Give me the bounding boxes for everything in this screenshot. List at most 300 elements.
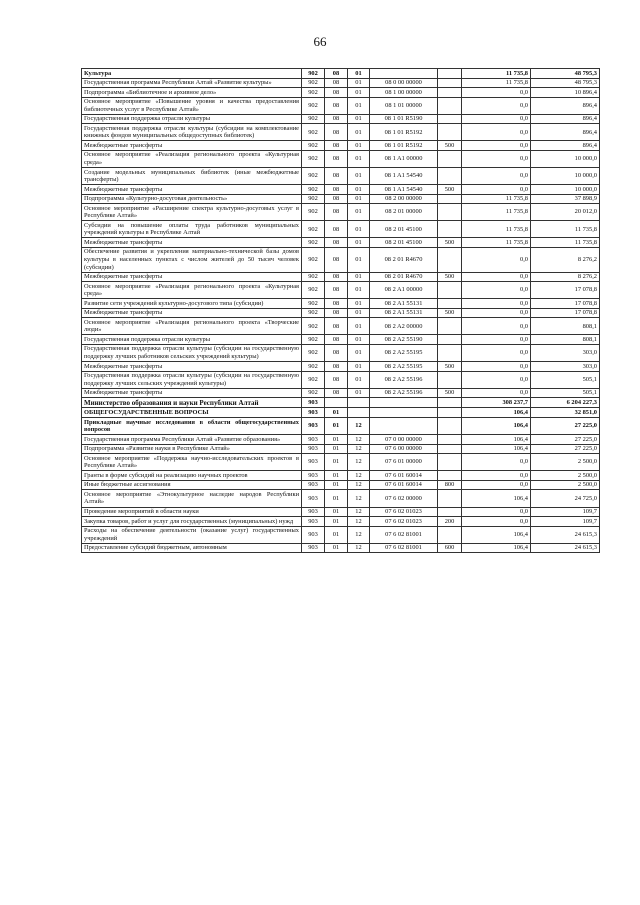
table-row bbox=[82, 124, 600, 141]
expense-name-cell: Расходы на обеспечение деятельности (оказание услуг) государственных учреждений bbox=[82, 526, 302, 543]
amount-1-cell: 0,0 bbox=[462, 471, 531, 481]
amount-1-cell: 106,4 bbox=[462, 526, 531, 543]
expense-type-cell: 600 bbox=[438, 543, 462, 553]
expense-type-cell: 500 bbox=[438, 185, 462, 195]
target-article-cell: 08 2 A2 00000 bbox=[370, 318, 438, 335]
target-article-cell: 07 6 02 01023 bbox=[370, 517, 438, 527]
table-row bbox=[82, 114, 600, 124]
expense-name-cell: Межбюджетные трансферты bbox=[82, 272, 302, 282]
expense-name-cell: Подпрограмма «Библиотечное и архивное дело» bbox=[82, 88, 302, 98]
table-body bbox=[82, 69, 600, 553]
table-row bbox=[82, 238, 600, 248]
ministry-code-cell: 902 bbox=[302, 247, 325, 272]
amount-1-cell: 11 735,8 bbox=[462, 238, 531, 248]
subsection-code-cell: 01 bbox=[348, 78, 370, 88]
target-article-cell: 08 2 A2 55196 bbox=[370, 388, 438, 398]
ministry-code-cell: 903 bbox=[302, 480, 325, 490]
section-code-cell: 08 bbox=[325, 282, 348, 299]
ministry-code-cell: 902 bbox=[302, 78, 325, 88]
subsection-code-cell: 01 bbox=[348, 238, 370, 248]
target-article-cell: 07 6 02 81001 bbox=[370, 526, 438, 543]
table-row bbox=[82, 344, 600, 361]
section-code-cell: 08 bbox=[325, 141, 348, 151]
ministry-code-cell: 902 bbox=[302, 194, 325, 204]
expense-name-cell: Иные бюджетные ассигнования bbox=[82, 480, 302, 490]
amount-1-cell: 11 735,8 bbox=[462, 204, 531, 221]
expense-type-cell: 800 bbox=[438, 480, 462, 490]
target-article-cell: 07 6 02 81001 bbox=[370, 543, 438, 553]
table-row bbox=[82, 454, 600, 471]
expense-name-cell: Государственная программа Республики Алтай «Развитие культуры» bbox=[82, 78, 302, 88]
subsection-code-cell: 12 bbox=[348, 454, 370, 471]
table-row bbox=[82, 150, 600, 167]
expense-type-cell: 500 bbox=[438, 308, 462, 318]
table-row bbox=[82, 204, 600, 221]
expense-name-cell: Развитие сети учреждений культурно-досугового типа (субсидии) bbox=[82, 299, 302, 309]
subsection-code-cell bbox=[348, 398, 370, 408]
amount-2-cell: 24 615,3 bbox=[531, 526, 600, 543]
subsection-code-cell: 01 bbox=[348, 344, 370, 361]
target-article-cell: 08 2 01 45100 bbox=[370, 221, 438, 238]
section-code-cell: 01 bbox=[325, 454, 348, 471]
subsection-code-cell: 12 bbox=[348, 480, 370, 490]
section-code-cell: 08 bbox=[325, 185, 348, 195]
ministry-code-cell: 902 bbox=[302, 282, 325, 299]
target-article-cell: 07 0 00 00000 bbox=[370, 435, 438, 445]
table-row bbox=[82, 221, 600, 238]
subsection-code-cell: 12 bbox=[348, 543, 370, 553]
subsection-code-cell: 01 bbox=[348, 272, 370, 282]
expense-name-cell: Создание модельных муниципальных библиотек (иные межбюджетные трансферты) bbox=[82, 168, 302, 185]
section-code-cell: 08 bbox=[325, 194, 348, 204]
amount-1-cell: 308 237,7 bbox=[462, 398, 531, 408]
expense-type-cell bbox=[438, 344, 462, 361]
expense-name-cell: Основное мероприятие «Реализация регионального проекта «Творческие люди» bbox=[82, 318, 302, 335]
table-row bbox=[82, 362, 600, 372]
amount-1-cell: 0,0 bbox=[462, 308, 531, 318]
expense-name-cell: Предоставление субсидий бюджетным, автономным bbox=[82, 543, 302, 553]
amount-2-cell: 32 851,0 bbox=[531, 408, 600, 418]
expense-type-cell bbox=[438, 247, 462, 272]
target-article-cell: 08 2 A2 55190 bbox=[370, 335, 438, 345]
amount-2-cell: 808,1 bbox=[531, 318, 600, 335]
target-article-cell: 07 6 01 60014 bbox=[370, 471, 438, 481]
subsection-code-cell: 12 bbox=[348, 517, 370, 527]
amount-1-cell: 0,0 bbox=[462, 480, 531, 490]
table-row bbox=[82, 335, 600, 345]
table-row bbox=[82, 517, 600, 527]
expense-type-cell bbox=[438, 221, 462, 238]
expense-type-cell bbox=[438, 444, 462, 454]
table-row bbox=[82, 526, 600, 543]
section-code-cell: 01 bbox=[325, 480, 348, 490]
section-code-cell: 08 bbox=[325, 272, 348, 282]
subsection-code-cell: 01 bbox=[348, 114, 370, 124]
table-row bbox=[82, 272, 600, 282]
budget-table bbox=[81, 68, 600, 553]
expense-name-cell: Государственная поддержка отрасли культуры (субсидии на государственную поддержку лучших работников сельских учреждений культуры) bbox=[82, 344, 302, 361]
ministry-code-cell: 902 bbox=[302, 141, 325, 151]
ministry-code-cell: 902 bbox=[302, 114, 325, 124]
expense-name-cell: Межбюджетные трансферты bbox=[82, 362, 302, 372]
expense-name-cell: Субсидии на повышение оплаты труда работников муниципальных учреждений культуры в Республике Алтай bbox=[82, 221, 302, 238]
table-row bbox=[82, 308, 600, 318]
ministry-code-cell: 902 bbox=[302, 185, 325, 195]
ministry-code-cell: 902 bbox=[302, 69, 325, 79]
expense-name-cell: Закупка товаров, работ и услуг для государственных (муниципальных) нужд bbox=[82, 517, 302, 527]
subsection-code-cell: 01 bbox=[348, 88, 370, 98]
subsection-code-cell: 01 bbox=[348, 168, 370, 185]
amount-1-cell: 106,4 bbox=[462, 543, 531, 553]
amount-1-cell: 106,4 bbox=[462, 490, 531, 507]
section-code-cell: 08 bbox=[325, 168, 348, 185]
section-code-cell: 01 bbox=[325, 435, 348, 445]
amount-1-cell: 106,4 bbox=[462, 435, 531, 445]
expense-type-cell: 200 bbox=[438, 517, 462, 527]
table-row bbox=[82, 282, 600, 299]
amount-1-cell: 106,4 bbox=[462, 418, 531, 435]
ministry-code-cell: 902 bbox=[302, 124, 325, 141]
amount-2-cell: 17 078,8 bbox=[531, 308, 600, 318]
amount-1-cell: 0,0 bbox=[462, 282, 531, 299]
subsection-code-cell: 01 bbox=[348, 388, 370, 398]
table-row bbox=[82, 371, 600, 388]
subsection-code-cell: 12 bbox=[348, 471, 370, 481]
table-row bbox=[82, 490, 600, 507]
amount-2-cell: 505,1 bbox=[531, 388, 600, 398]
amount-2-cell: 303,0 bbox=[531, 362, 600, 372]
expense-name-cell: Межбюджетные трансферты bbox=[82, 238, 302, 248]
expense-type-cell bbox=[438, 88, 462, 98]
section-code-cell: 08 bbox=[325, 88, 348, 98]
target-article-cell: 08 1 01 R5190 bbox=[370, 114, 438, 124]
subsection-code-cell: 01 bbox=[348, 185, 370, 195]
expense-name-cell: Межбюджетные трансферты bbox=[82, 388, 302, 398]
target-article-cell: 08 2 01 R4670 bbox=[370, 247, 438, 272]
amount-2-cell: 10 000,0 bbox=[531, 185, 600, 195]
table-row bbox=[82, 141, 600, 151]
subsection-code-cell: 01 bbox=[348, 204, 370, 221]
expense-type-cell bbox=[438, 398, 462, 408]
expense-name-cell: Государственная поддержка отрасли культуры bbox=[82, 114, 302, 124]
table-row bbox=[82, 388, 600, 398]
expense-type-cell bbox=[438, 150, 462, 167]
section-code-cell: 01 bbox=[325, 490, 348, 507]
expense-name-cell: Основное мероприятие «Расширение спектра культурно-досуговых услуг в Республике Алтай» bbox=[82, 204, 302, 221]
ministry-code-cell: 902 bbox=[302, 168, 325, 185]
amount-1-cell: 0,0 bbox=[462, 247, 531, 272]
expense-name-cell: ОБЩЕГОСУДАРСТВЕННЫЕ ВОПРОСЫ bbox=[82, 408, 302, 418]
table-row bbox=[82, 299, 600, 309]
table-row bbox=[82, 97, 600, 114]
expense-name-cell: Министерство образования и науки Республики Алтай bbox=[82, 398, 302, 408]
amount-2-cell: 20 012,0 bbox=[531, 204, 600, 221]
subsection-code-cell: 01 bbox=[348, 97, 370, 114]
table-row bbox=[82, 444, 600, 454]
amount-2-cell: 48 795,3 bbox=[531, 69, 600, 79]
subsection-code-cell: 01 bbox=[348, 308, 370, 318]
amount-1-cell: 0,0 bbox=[462, 185, 531, 195]
ministry-code-cell: 902 bbox=[302, 204, 325, 221]
expense-type-cell bbox=[438, 418, 462, 435]
subsection-code-cell: 01 bbox=[348, 150, 370, 167]
target-article-cell: 08 2 00 00000 bbox=[370, 194, 438, 204]
target-article-cell: 08 2 A1 55131 bbox=[370, 308, 438, 318]
target-article-cell: 08 2 01 45100 bbox=[370, 238, 438, 248]
target-article-cell: 07 6 02 01023 bbox=[370, 507, 438, 517]
subsection-code-cell: 01 bbox=[348, 141, 370, 151]
expense-name-cell: Основное мероприятие «Реализация регионального проекта «Культурная среда» bbox=[82, 282, 302, 299]
target-article-cell: 08 1 A1 00000 bbox=[370, 150, 438, 167]
ministry-code-cell: 903 bbox=[302, 398, 325, 408]
amount-1-cell: 0,0 bbox=[462, 335, 531, 345]
table-row bbox=[82, 318, 600, 335]
section-code-cell: 01 bbox=[325, 418, 348, 435]
amount-2-cell: 303,0 bbox=[531, 344, 600, 361]
ministry-code-cell: 902 bbox=[302, 97, 325, 114]
amount-1-cell: 0,0 bbox=[462, 88, 531, 98]
table-row bbox=[82, 408, 600, 418]
section-code-cell: 08 bbox=[325, 238, 348, 248]
expense-name-cell: Подпрограмма «Культурно-досуговая деятельность» bbox=[82, 194, 302, 204]
amount-2-cell: 2 500,0 bbox=[531, 471, 600, 481]
amount-2-cell: 10 000,0 bbox=[531, 168, 600, 185]
section-code-cell: 08 bbox=[325, 388, 348, 398]
table-row bbox=[82, 247, 600, 272]
subsection-code-cell: 01 bbox=[348, 335, 370, 345]
section-code-cell: 01 bbox=[325, 471, 348, 481]
expense-type-cell: 500 bbox=[438, 388, 462, 398]
expense-type-cell bbox=[438, 282, 462, 299]
expense-name-cell: Основное мероприятие «Реализация регионального проекта «Культурная среда» bbox=[82, 150, 302, 167]
table-row bbox=[82, 398, 600, 408]
amount-2-cell: 896,4 bbox=[531, 97, 600, 114]
subsection-code-cell: 01 bbox=[348, 282, 370, 299]
amount-1-cell: 0,0 bbox=[462, 168, 531, 185]
expense-name-cell: Межбюджетные трансферты bbox=[82, 185, 302, 195]
amount-1-cell: 0,0 bbox=[462, 318, 531, 335]
target-article-cell: 08 1 01 00000 bbox=[370, 97, 438, 114]
ministry-code-cell: 902 bbox=[302, 308, 325, 318]
section-code-cell: 08 bbox=[325, 335, 348, 345]
amount-2-cell: 17 078,8 bbox=[531, 282, 600, 299]
expense-type-cell bbox=[438, 507, 462, 517]
target-article-cell bbox=[370, 398, 438, 408]
subsection-code-cell: 12 bbox=[348, 490, 370, 507]
amount-1-cell: 0,0 bbox=[462, 124, 531, 141]
ministry-code-cell: 902 bbox=[302, 150, 325, 167]
expense-name-cell: Основное мероприятие «Повышение уровня и качества предоставления библиотечных услуг в Республике Алтай» bbox=[82, 97, 302, 114]
section-code-cell: 01 bbox=[325, 408, 348, 418]
subsection-code-cell: 01 bbox=[348, 371, 370, 388]
table-row bbox=[82, 185, 600, 195]
amount-1-cell: 0,0 bbox=[462, 141, 531, 151]
amount-2-cell: 48 795,3 bbox=[531, 78, 600, 88]
table-row bbox=[82, 435, 600, 445]
table-row bbox=[82, 543, 600, 553]
ministry-code-cell: 902 bbox=[302, 371, 325, 388]
section-code-cell: 08 bbox=[325, 299, 348, 309]
amount-2-cell: 8 276,2 bbox=[531, 272, 600, 282]
table-row bbox=[82, 507, 600, 517]
amount-1-cell: 0,0 bbox=[462, 344, 531, 361]
subsection-code-cell: 12 bbox=[348, 444, 370, 454]
expense-type-cell: 500 bbox=[438, 141, 462, 151]
amount-2-cell: 896,4 bbox=[531, 124, 600, 141]
target-article-cell: 08 1 A1 54540 bbox=[370, 185, 438, 195]
subsection-code-cell: 01 bbox=[348, 362, 370, 372]
expense-type-cell bbox=[438, 371, 462, 388]
ministry-code-cell: 903 bbox=[302, 543, 325, 553]
expense-type-cell bbox=[438, 435, 462, 445]
section-code-cell: 08 bbox=[325, 78, 348, 88]
amount-1-cell: 0,0 bbox=[462, 97, 531, 114]
section-code-cell bbox=[325, 398, 348, 408]
amount-1-cell: 0,0 bbox=[462, 362, 531, 372]
expense-name-cell: Основное мероприятие «Поддержка научно-исследовательских проектов в Республике Алтай» bbox=[82, 454, 302, 471]
expense-type-cell bbox=[438, 78, 462, 88]
amount-2-cell: 11 735,8 bbox=[531, 238, 600, 248]
subsection-code-cell bbox=[348, 408, 370, 418]
amount-1-cell: 0,0 bbox=[462, 454, 531, 471]
ministry-code-cell: 903 bbox=[302, 471, 325, 481]
expense-name-cell: Прикладные научные исследования в области общегосударственных вопросов bbox=[82, 418, 302, 435]
target-article-cell: 08 1 A1 54540 bbox=[370, 168, 438, 185]
ministry-code-cell: 902 bbox=[302, 238, 325, 248]
table-row bbox=[82, 78, 600, 88]
ministry-code-cell: 903 bbox=[302, 454, 325, 471]
ministry-code-cell: 903 bbox=[302, 526, 325, 543]
expense-type-cell bbox=[438, 299, 462, 309]
target-article-cell: 07 6 00 00000 bbox=[370, 444, 438, 454]
section-code-cell: 08 bbox=[325, 362, 348, 372]
ministry-code-cell: 903 bbox=[302, 418, 325, 435]
target-article-cell: 08 1 01 R5192 bbox=[370, 141, 438, 151]
table-row bbox=[82, 480, 600, 490]
expense-name-cell: Проведение мероприятий в области науки bbox=[82, 507, 302, 517]
section-code-cell: 08 bbox=[325, 97, 348, 114]
subsection-code-cell: 01 bbox=[348, 69, 370, 79]
amount-2-cell: 27 225,0 bbox=[531, 444, 600, 454]
expense-type-cell: 500 bbox=[438, 272, 462, 282]
section-code-cell: 01 bbox=[325, 543, 348, 553]
amount-2-cell: 2 500,0 bbox=[531, 480, 600, 490]
section-code-cell: 01 bbox=[325, 444, 348, 454]
amount-1-cell: 0,0 bbox=[462, 371, 531, 388]
target-article-cell: 07 6 02 00000 bbox=[370, 490, 438, 507]
expense-name-cell: Государственная поддержка отрасли культуры (субсидии на государственную поддержку лучших сельских учреждений культуры) bbox=[82, 371, 302, 388]
section-code-cell: 08 bbox=[325, 344, 348, 361]
section-code-cell: 08 bbox=[325, 150, 348, 167]
subsection-code-cell: 01 bbox=[348, 318, 370, 335]
ministry-code-cell: 902 bbox=[302, 88, 325, 98]
expense-type-cell bbox=[438, 408, 462, 418]
expense-name-cell: Гранты в форме субсидий на реализацию научных проектов bbox=[82, 471, 302, 481]
expense-name-cell: Основное мероприятие «Этнокультурное наследие народов Республики Алтай» bbox=[82, 490, 302, 507]
amount-1-cell: 11 735,8 bbox=[462, 194, 531, 204]
target-article-cell: 07 6 01 60014 bbox=[370, 480, 438, 490]
amount-2-cell: 11 735,8 bbox=[531, 221, 600, 238]
target-article-cell: 08 1 01 R5192 bbox=[370, 124, 438, 141]
ministry-code-cell: 902 bbox=[302, 335, 325, 345]
ministry-code-cell: 902 bbox=[302, 299, 325, 309]
target-article-cell: 08 0 00 00000 bbox=[370, 78, 438, 88]
target-article-cell: 07 6 01 00000 bbox=[370, 454, 438, 471]
expense-name-cell: Подпрограмма «Развитие науки в Республике Алтай» bbox=[82, 444, 302, 454]
amount-2-cell: 10 896,4 bbox=[531, 88, 600, 98]
expense-type-cell: 500 bbox=[438, 238, 462, 248]
ministry-code-cell: 902 bbox=[302, 221, 325, 238]
section-code-cell: 01 bbox=[325, 526, 348, 543]
table-row bbox=[82, 69, 600, 79]
target-article-cell bbox=[370, 69, 438, 79]
amount-1-cell: 0,0 bbox=[462, 507, 531, 517]
expense-type-cell bbox=[438, 454, 462, 471]
ministry-code-cell: 903 bbox=[302, 490, 325, 507]
subsection-code-cell: 01 bbox=[348, 247, 370, 272]
target-article-cell bbox=[370, 418, 438, 435]
ministry-code-cell: 902 bbox=[302, 344, 325, 361]
subsection-code-cell: 01 bbox=[348, 124, 370, 141]
subsection-code-cell: 01 bbox=[348, 299, 370, 309]
section-code-cell: 08 bbox=[325, 318, 348, 335]
amount-1-cell: 11 735,8 bbox=[462, 78, 531, 88]
amount-2-cell: 2 500,0 bbox=[531, 454, 600, 471]
target-article-cell: 08 2 01 00000 bbox=[370, 204, 438, 221]
expense-type-cell bbox=[438, 124, 462, 141]
expense-name-cell: Государственная поддержка отрасли культуры (субсидии на комплектование книжных фондов муниципальных общедоступных библиотек) bbox=[82, 124, 302, 141]
ministry-code-cell: 903 bbox=[302, 517, 325, 527]
subsection-code-cell: 12 bbox=[348, 507, 370, 517]
expense-name-cell: Обеспечение развития и укрепления материально-технической базы домов культуры в населенных пунктах с числом жителей до 50 тысяч человек (субсидии) bbox=[82, 247, 302, 272]
amount-2-cell: 10 000,0 bbox=[531, 150, 600, 167]
ministry-code-cell: 903 bbox=[302, 435, 325, 445]
amount-2-cell: 24 615,3 bbox=[531, 543, 600, 553]
expense-type-cell bbox=[438, 526, 462, 543]
ministry-code-cell: 902 bbox=[302, 272, 325, 282]
expense-name-cell: Культура bbox=[82, 69, 302, 79]
subsection-code-cell: 01 bbox=[348, 221, 370, 238]
table-row bbox=[82, 168, 600, 185]
amount-2-cell: 109,7 bbox=[531, 507, 600, 517]
amount-1-cell: 11 735,8 bbox=[462, 69, 531, 79]
target-article-cell: 08 1 00 00000 bbox=[370, 88, 438, 98]
target-article-cell: 08 2 01 R4670 bbox=[370, 272, 438, 282]
section-code-cell: 08 bbox=[325, 124, 348, 141]
target-article-cell: 08 2 A2 55196 bbox=[370, 371, 438, 388]
expense-name-cell: Межбюджетные трансферты bbox=[82, 141, 302, 151]
amount-2-cell: 6 204 227,3 bbox=[531, 398, 600, 408]
amount-1-cell: 11 735,8 bbox=[462, 221, 531, 238]
expense-type-cell bbox=[438, 69, 462, 79]
target-article-cell: 08 2 A2 55195 bbox=[370, 362, 438, 372]
ministry-code-cell: 902 bbox=[302, 388, 325, 398]
section-code-cell: 08 bbox=[325, 114, 348, 124]
expense-type-cell bbox=[438, 194, 462, 204]
amount-2-cell: 808,1 bbox=[531, 335, 600, 345]
amount-1-cell: 0,0 bbox=[462, 388, 531, 398]
section-code-cell: 08 bbox=[325, 69, 348, 79]
target-article-cell: 08 2 A1 00000 bbox=[370, 282, 438, 299]
amount-1-cell: 0,0 bbox=[462, 299, 531, 309]
expense-type-cell bbox=[438, 168, 462, 185]
amount-1-cell: 0,0 bbox=[462, 272, 531, 282]
page-number: 66 bbox=[313, 34, 327, 49]
amount-1-cell: 0,0 bbox=[462, 114, 531, 124]
amount-1-cell: 106,4 bbox=[462, 444, 531, 454]
table-row bbox=[82, 194, 600, 204]
expense-name-cell: Государственная программа Республики Алтай «Развитие образования» bbox=[82, 435, 302, 445]
